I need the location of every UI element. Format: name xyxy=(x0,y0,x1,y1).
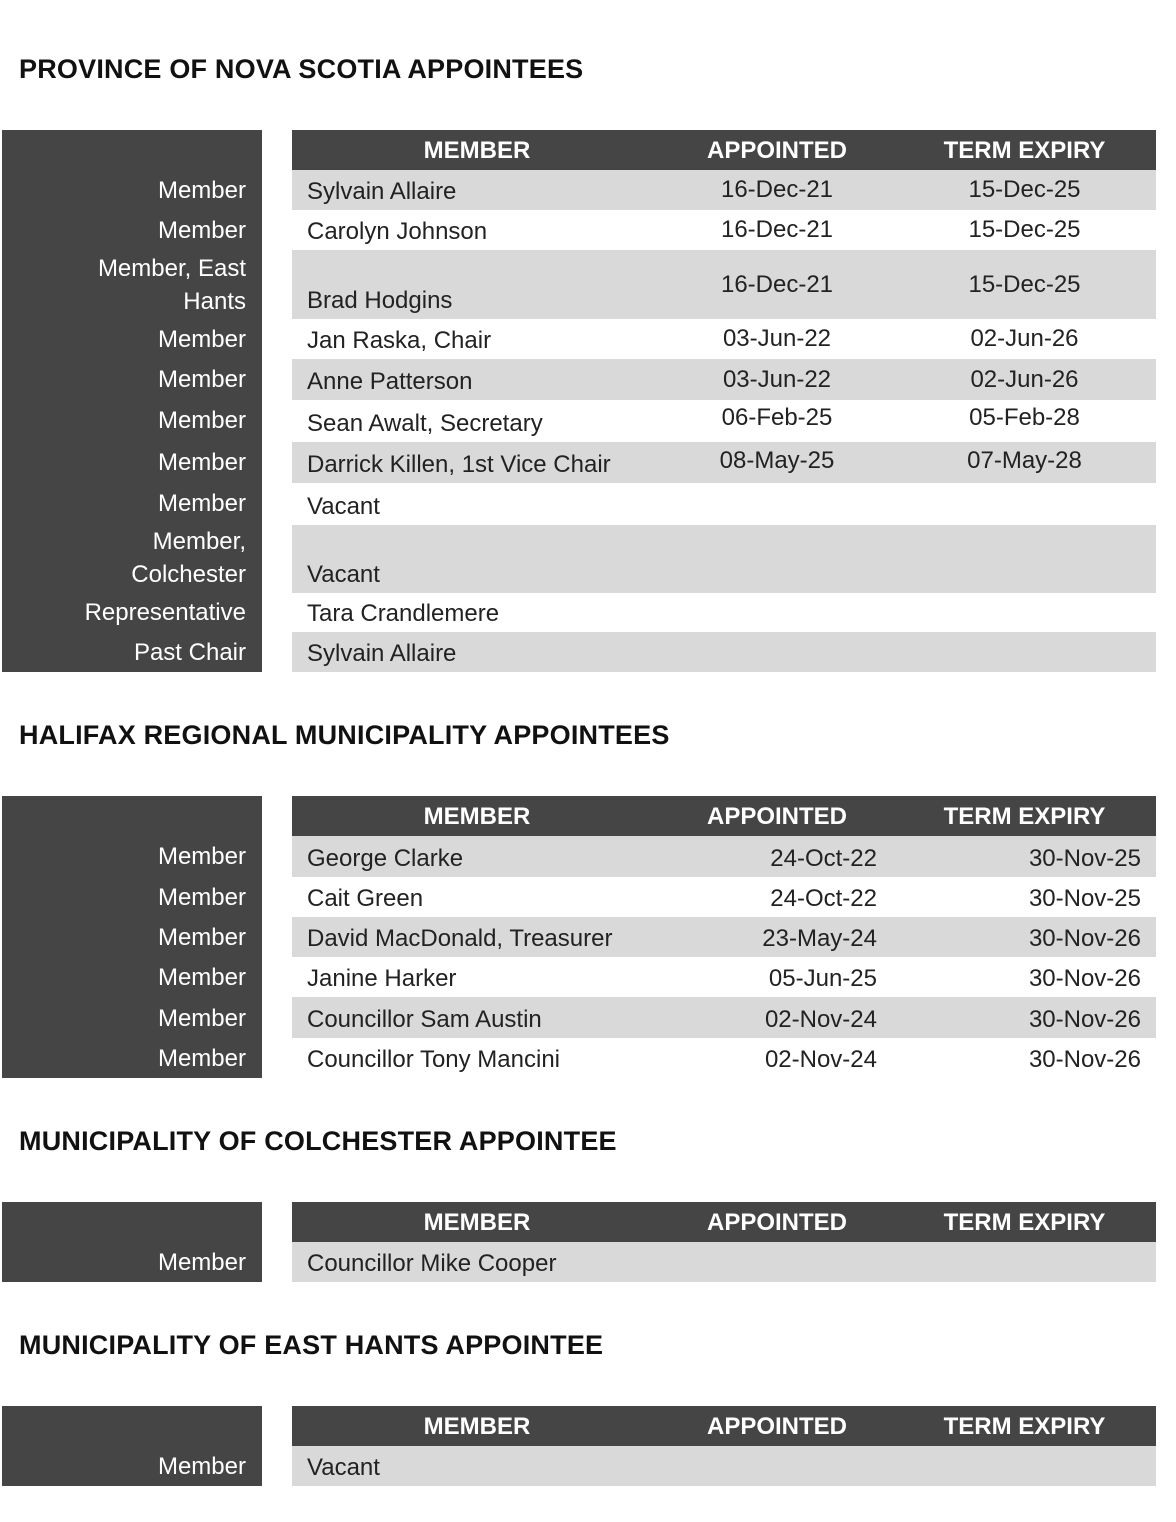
role-label: Member, East Hants xyxy=(97,255,246,315)
header-member: MEMBER xyxy=(423,1209,531,1236)
member-name: Vacant xyxy=(307,1454,380,1481)
role-label: Member xyxy=(157,177,246,204)
table-row xyxy=(292,250,1156,319)
role-label: Member xyxy=(157,326,246,353)
appointed-date: 02-Nov-24 xyxy=(764,1006,877,1033)
table-header xyxy=(292,1406,1156,1446)
member-name: Janine Harker xyxy=(307,965,457,992)
appointee-table-east-hants xyxy=(292,1406,1156,1486)
member-name: Anne Patterson xyxy=(307,368,473,395)
header-term-expiry: TERM EXPIRY xyxy=(943,1413,1106,1440)
member-name: Councillor Tony Mancini xyxy=(307,1046,561,1073)
header-appointed: APPOINTED xyxy=(706,1413,847,1440)
term-expiry-date: 30-Nov-26 xyxy=(1028,925,1141,952)
section-title-east-hants: MUNICIPALITY OF EAST HANTS APPOINTEE xyxy=(19,1330,604,1360)
appointed-date: 06-Feb-25 xyxy=(721,404,833,431)
role-label: Member, Colchester xyxy=(131,528,246,588)
member-name: Councillor Mike Cooper xyxy=(307,1250,557,1277)
appointee-table-halifax xyxy=(292,796,1156,1078)
header-term-expiry: TERM EXPIRY xyxy=(943,1209,1106,1236)
table-row xyxy=(292,1446,1156,1486)
term-expiry-date: 30-Nov-26 xyxy=(1028,1006,1141,1033)
role-label: Member xyxy=(157,1045,246,1072)
role-column-colchester xyxy=(2,1202,262,1282)
table-row xyxy=(292,442,1156,483)
role-label: Member xyxy=(157,924,246,951)
appointed-date: 16-Dec-21 xyxy=(720,216,834,243)
member-name: Jan Raska, Chair xyxy=(307,327,492,354)
member-name: David MacDonald, Treasurer xyxy=(307,925,613,952)
member-name: Sylvain Allaire xyxy=(307,640,457,667)
term-expiry-date: 15-Dec-25 xyxy=(968,216,1081,243)
role-label: Member xyxy=(157,449,246,476)
member-name: Sean Awalt, Secretary xyxy=(307,410,543,437)
term-expiry-date: 30-Nov-26 xyxy=(1028,1046,1141,1073)
section-title-nova-scotia: PROVINCE OF NOVA SCOTIA APPOINTEES xyxy=(19,54,584,84)
member-name: Tara Crandlemere xyxy=(307,600,500,627)
table-row xyxy=(292,319,1156,359)
table-row xyxy=(292,170,1156,210)
role-label: Member xyxy=(157,964,246,991)
table-header xyxy=(292,796,1156,836)
role-label: Member xyxy=(157,884,246,911)
member-name: Vacant xyxy=(307,561,380,588)
member-name: Councillor Sam Austin xyxy=(307,1006,542,1033)
table-row xyxy=(292,632,1156,672)
role-label: Member xyxy=(157,407,246,434)
header-appointed: APPOINTED xyxy=(706,803,847,830)
role-label: Member xyxy=(157,366,246,393)
appointed-date: 02-Nov-24 xyxy=(764,1046,877,1073)
appointee-table-colchester xyxy=(292,1202,1156,1282)
appointed-date: 03-Jun-22 xyxy=(722,325,832,352)
appointed-date: 16-Dec-21 xyxy=(720,271,834,298)
member-name: George Clarke xyxy=(307,845,464,872)
appointed-date: 23-May-24 xyxy=(762,925,877,952)
member-name: Sylvain Allaire xyxy=(307,178,457,205)
role-label: Member xyxy=(157,843,246,870)
role-column-east-hants xyxy=(2,1406,262,1486)
section-title-colchester: MUNICIPALITY OF COLCHESTER APPOINTEE xyxy=(19,1126,617,1156)
table-row xyxy=(292,836,1156,877)
term-expiry-date: 02-Jun-26 xyxy=(970,366,1079,393)
role-label: Member xyxy=(157,1249,246,1276)
role-label: Member xyxy=(157,1453,246,1480)
table-row xyxy=(292,957,1156,997)
table-row xyxy=(292,359,1156,400)
term-expiry-date: 05-Feb-28 xyxy=(969,404,1080,431)
term-expiry-date: 30-Nov-25 xyxy=(1028,885,1141,912)
section-title-halifax: HALIFAX REGIONAL MUNICIPALITY APPOINTEES xyxy=(19,720,670,750)
role-column-nova-scotia xyxy=(2,130,262,672)
table-row xyxy=(292,1038,1156,1078)
header-member: MEMBER xyxy=(423,803,531,830)
appointee-table-nova-scotia xyxy=(292,130,1156,672)
table-row xyxy=(292,877,1156,917)
term-expiry-date: 02-Jun-26 xyxy=(970,325,1079,352)
role-label: Representative xyxy=(84,599,246,626)
header-member: MEMBER xyxy=(423,1413,531,1440)
appointed-date: 16-Dec-21 xyxy=(720,176,834,203)
member-name: Carolyn Johnson xyxy=(307,218,488,245)
role-column-halifax xyxy=(2,796,262,1078)
table-header xyxy=(292,1202,1156,1242)
member-name: Vacant xyxy=(307,493,380,520)
role-label: Past Chair xyxy=(133,639,246,666)
header-term-expiry: TERM EXPIRY xyxy=(943,803,1106,830)
appointed-date: 24-Oct-22 xyxy=(770,845,877,872)
term-expiry-date: 30-Nov-25 xyxy=(1028,845,1141,872)
role-label: Member xyxy=(157,490,246,517)
appointed-date: 05-Jun-25 xyxy=(768,965,877,992)
appointed-date: 24-Oct-22 xyxy=(770,885,877,912)
table-row xyxy=(292,1242,1156,1282)
table-row xyxy=(292,917,1156,957)
table-row xyxy=(292,483,1156,525)
term-expiry-date: 15-Dec-25 xyxy=(968,271,1081,298)
table-row xyxy=(292,593,1156,632)
table-row xyxy=(292,400,1156,442)
appointed-date: 03-Jun-22 xyxy=(722,366,832,393)
appointed-date: 08-May-25 xyxy=(719,447,835,474)
member-name: Cait Green xyxy=(307,885,424,912)
role-label: Member xyxy=(157,217,246,244)
header-appointed: APPOINTED xyxy=(706,137,847,164)
role-label: Member xyxy=(157,1005,246,1032)
term-expiry-date: 07-May-28 xyxy=(967,447,1082,474)
table-row xyxy=(292,210,1156,250)
table-row xyxy=(292,525,1156,593)
header-appointed: APPOINTED xyxy=(706,1209,847,1236)
table-row xyxy=(292,997,1156,1038)
table-header xyxy=(292,130,1156,170)
term-expiry-date: 15-Dec-25 xyxy=(968,176,1081,203)
member-name: Darrick Killen, 1st Vice Chair xyxy=(307,451,611,478)
term-expiry-date: 30-Nov-26 xyxy=(1028,965,1141,992)
member-name: Brad Hodgins xyxy=(307,287,453,314)
header-member: MEMBER xyxy=(423,137,531,164)
header-term-expiry: TERM EXPIRY xyxy=(943,137,1106,164)
